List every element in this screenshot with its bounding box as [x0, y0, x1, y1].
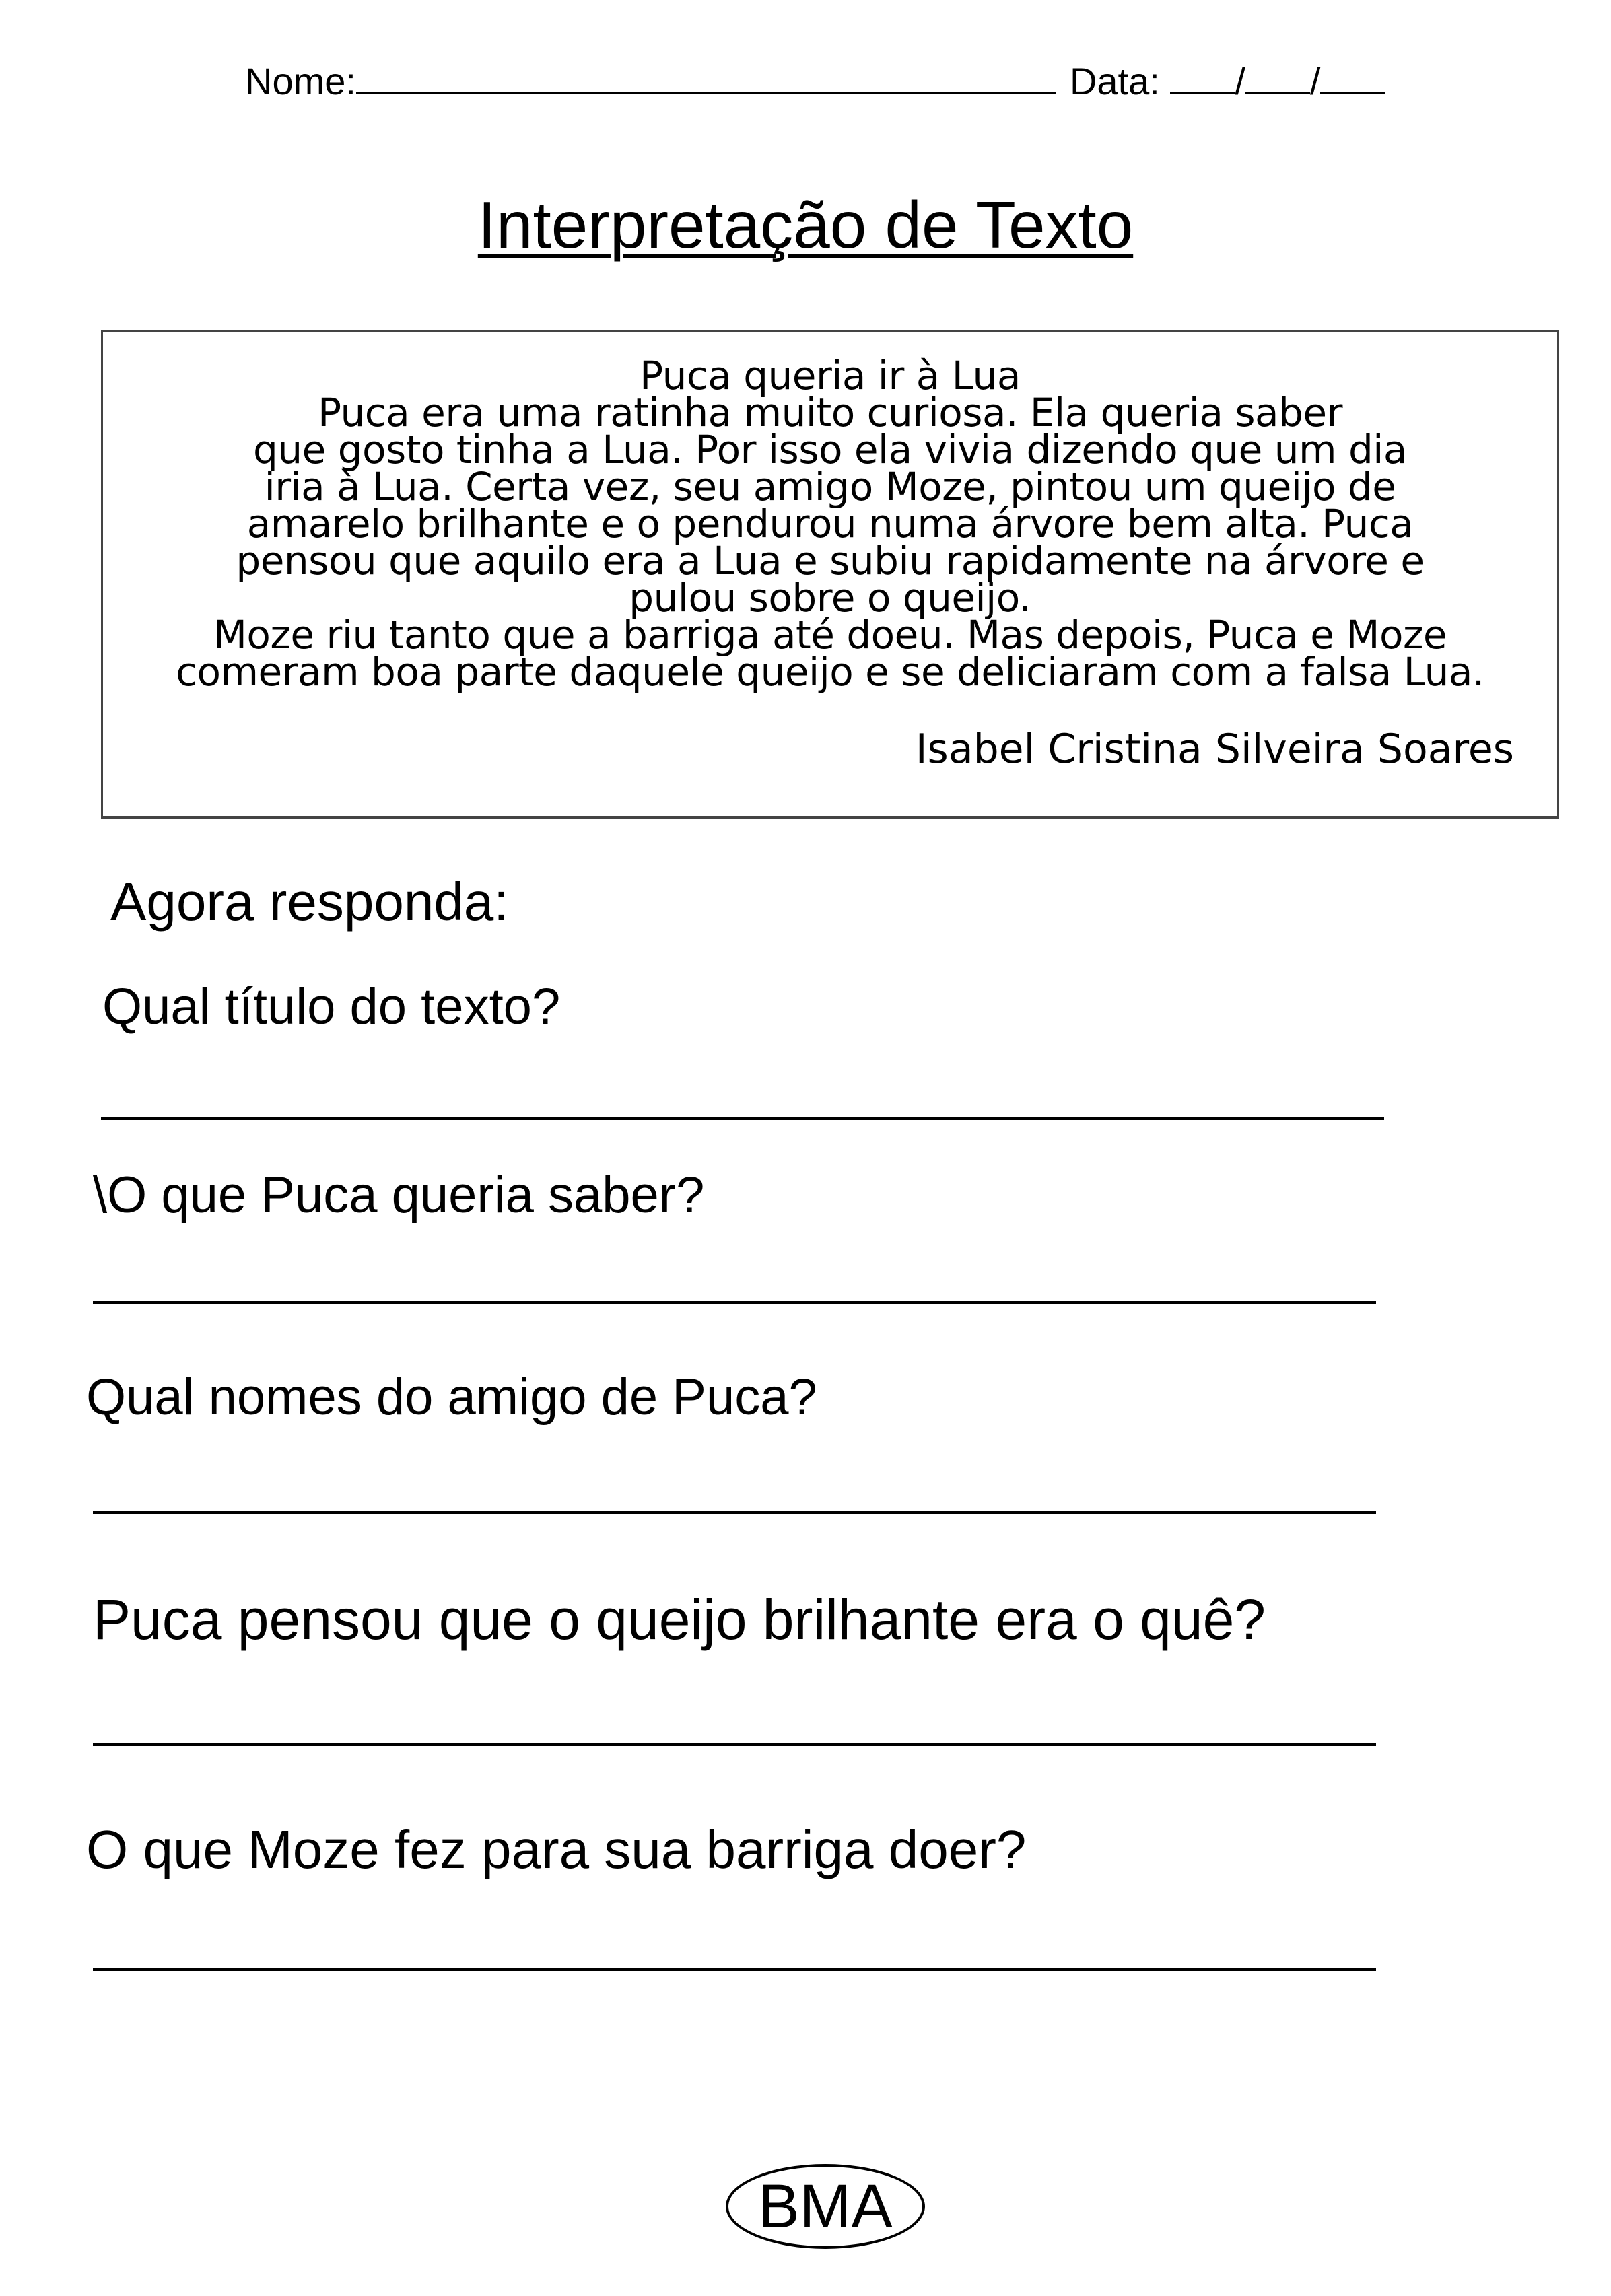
answer-line-5[interactable]	[93, 1968, 1376, 1971]
date-year-blank[interactable]	[1320, 62, 1385, 94]
answer-line-4[interactable]	[93, 1743, 1376, 1746]
answer-line-3[interactable]	[93, 1511, 1376, 1514]
story-author: Isabel Cristina Silveira Soares	[915, 726, 1514, 773]
page-title-wrapper	[0, 188, 1611, 262]
date-day-blank[interactable]	[1170, 62, 1235, 94]
story-box	[101, 330, 1559, 819]
story-line: Puca era uma ratinha muito curiosa. Ela queria saber	[318, 390, 1342, 436]
name-blank-line[interactable]	[356, 62, 1056, 94]
date-separator: /	[1309, 60, 1321, 102]
bma-logo: BMA	[726, 2164, 925, 2249]
story-line: Moze riu tanto que a barriga até doeu. Mas depois, Puca e Moze	[213, 612, 1447, 658]
date-month-blank[interactable]	[1245, 62, 1310, 94]
question-3: Qual nomes do amigo de Puca?	[86, 1368, 817, 1426]
page-title: Interpretação de Texto	[477, 188, 1134, 262]
story-line: amarelo brilhante e o pendurou numa árvore bem alta. Puca	[246, 501, 1414, 547]
instructions-heading: Agora responda:	[110, 872, 509, 932]
date-separator: /	[1235, 60, 1245, 102]
story-line: pensou que aquilo era a Lua e subiu rapidamente na árvore e	[236, 538, 1425, 584]
date-label: Data:	[1069, 60, 1160, 102]
name-label: Nome:	[245, 60, 356, 102]
question-5: O que Moze fez para sua barriga doer?	[86, 1819, 1027, 1879]
header	[245, 62, 1385, 100]
story-text	[103, 353, 1557, 695]
story-line: comeram boa parte daquele queijo e se deliciaram com a falsa Lua.	[176, 649, 1484, 695]
story-line: pulou sobre o queijo.	[629, 575, 1031, 621]
story-line: iria à Lua. Certa vez, seu amigo Moze, pintou um queijo de	[264, 464, 1396, 510]
story-line: que gosto tinha a Lua. Por isso ela vivia dizendo que um dia	[253, 427, 1407, 473]
story-title: Puca queria ir à Lua	[640, 353, 1021, 398]
question-4: Puca pensou que o queijo brilhante era o quê?	[93, 1588, 1266, 1651]
answer-line-1[interactable]	[101, 1117, 1384, 1120]
answer-line-2[interactable]	[93, 1301, 1376, 1304]
question-1: Qual título do texto?	[102, 978, 561, 1035]
question-2: \O que Puca queria saber?	[93, 1167, 705, 1224]
